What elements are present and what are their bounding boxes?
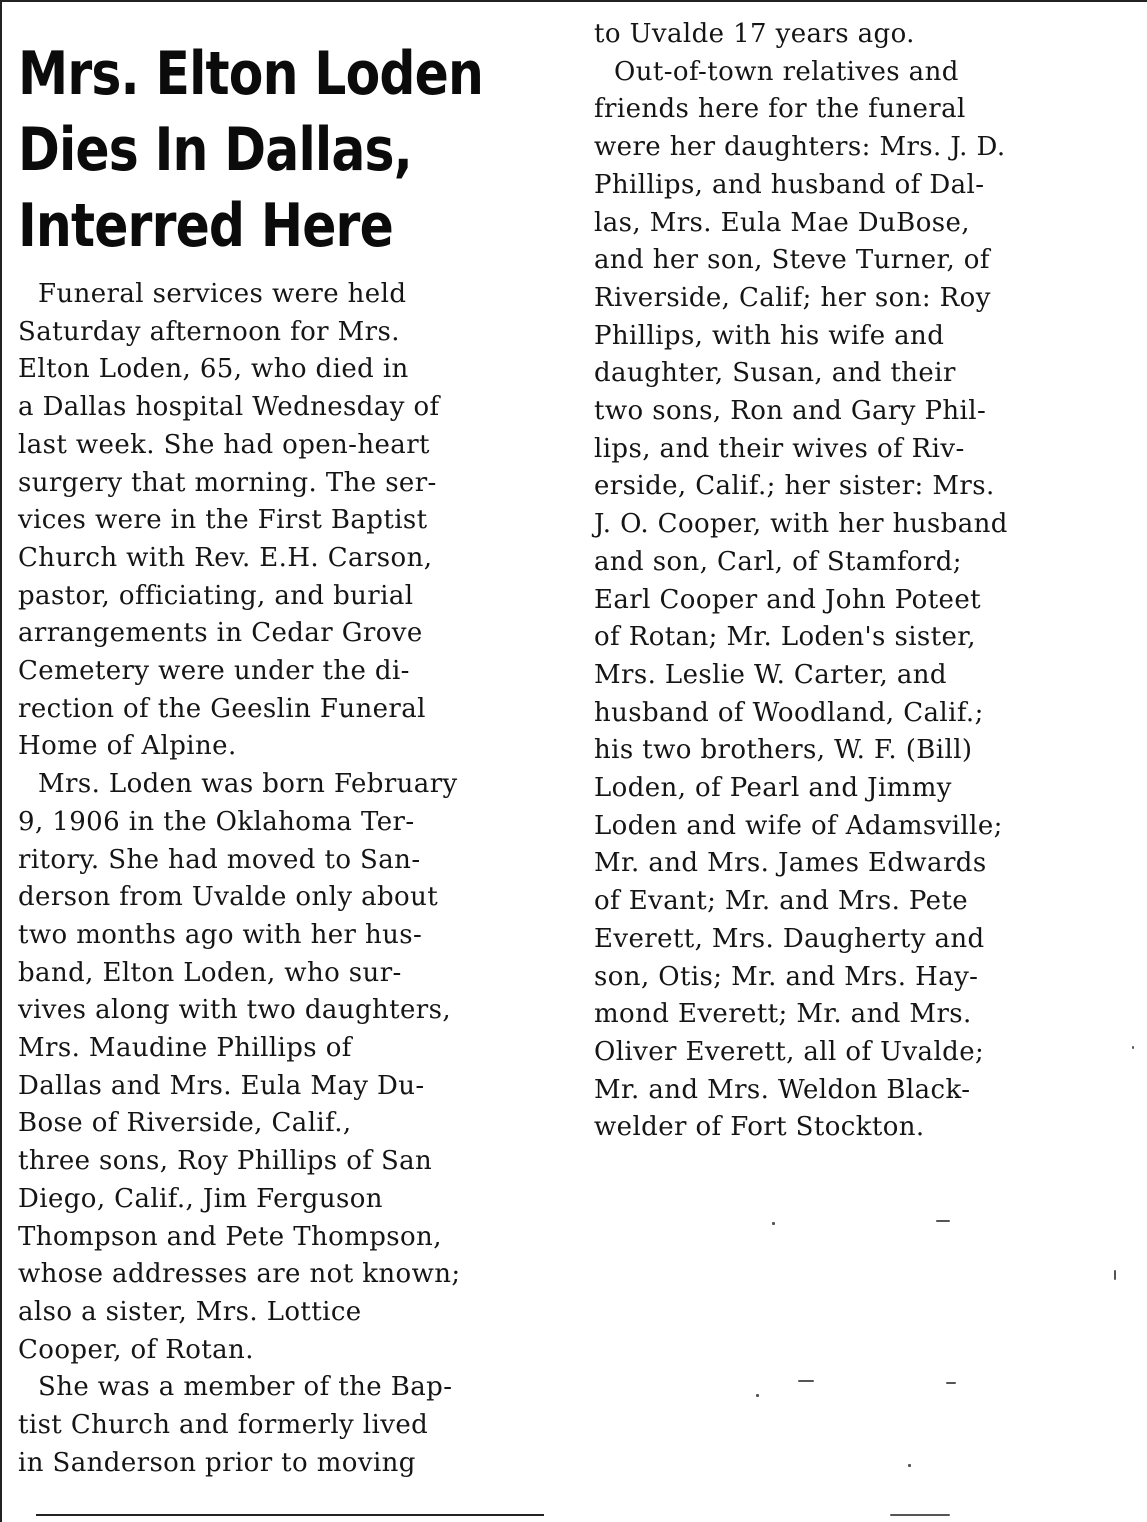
text-line: pastor, officiating, and burial	[18, 580, 414, 611]
text-line: Out-of-town relatives and	[614, 56, 959, 87]
text-line: Phillips, with his wife and	[594, 320, 945, 351]
text-line: Diego, Calif., Jim Ferguson	[18, 1183, 383, 1214]
paragraph-funeral-services	[18, 276, 580, 766]
text-line: Loden, of Pearl and Jimmy	[594, 773, 952, 804]
scan-speck	[908, 1464, 911, 1467]
paragraph-continuation	[594, 16, 1134, 54]
text-line: Church with Rev. E.H. Carson,	[18, 542, 433, 573]
text-line: Funeral services were held	[38, 279, 407, 309]
bottom-rule	[36, 1514, 544, 1516]
text-line: vives along with two daughters,	[18, 995, 452, 1026]
text-line: Elton Loden, 65, who died in	[18, 354, 409, 385]
text-line: friends here for the funeral	[594, 94, 966, 125]
text-line: 9, 1906 in the Oklahoma Ter-	[18, 806, 415, 837]
text-line: Mr. and Mrs. James Edwards	[594, 848, 987, 879]
text-line: Dallas and Mrs. Eula May Du-	[18, 1070, 425, 1101]
text-line: son, Otis; Mr. and Mrs. Hay-	[594, 961, 979, 992]
text-line: Bose of Riverside, Calif.,	[18, 1108, 352, 1139]
headline-line: Dies In Dallas,	[18, 115, 412, 185]
text-line: two sons, Ron and Gary Phil-	[594, 396, 987, 427]
article-body-left	[18, 276, 580, 1483]
text-line: Riverside, Calif; her son: Roy	[594, 282, 991, 313]
text-line: band, Elton Loden, who sur-	[18, 957, 402, 988]
text-line: Oliver Everett, all of Uvalde;	[594, 1036, 985, 1067]
text-line: and son, Carl, of Stamford;	[594, 546, 962, 577]
text-line: rection of the Geeslin Funeral	[18, 693, 426, 724]
text-line: three sons, Roy Phillips of San	[18, 1146, 433, 1177]
text-line: Thompson and Pete Thompson,	[18, 1221, 442, 1252]
text-line: tist Church and formerly lived	[18, 1410, 429, 1441]
text-line: welder of Fort Stockton.	[594, 1112, 925, 1143]
right-column	[594, 16, 1134, 1147]
text-line: in Sanderson prior to moving	[18, 1447, 416, 1478]
text-line: Mrs. Maudine Phillips of	[18, 1033, 352, 1064]
paragraph-relatives	[594, 54, 1134, 1147]
text-line: Cooper, of Rotan.	[18, 1334, 254, 1365]
text-line: derson from Uvalde only about	[18, 882, 439, 913]
text-line: daughter, Susan, and their	[594, 358, 956, 389]
text-line: to Uvalde 17 years ago.	[594, 19, 915, 49]
text-line: vices were in the First Baptist	[18, 505, 428, 536]
text-line: a Dallas hospital Wednesday of	[18, 392, 440, 423]
text-line: Home of Alpine.	[18, 731, 237, 762]
text-line: erside, Calif.; her sister: Mrs.	[594, 471, 995, 502]
text-line: Mr. and Mrs. Weldon Black-	[594, 1074, 971, 1105]
scan-speck	[756, 1394, 759, 1397]
text-line: J. O. Cooper, with her husband	[594, 509, 1008, 540]
text-line: of Evant; Mr. and Mrs. Pete	[594, 886, 969, 917]
paragraph-church-member	[18, 1369, 580, 1482]
text-line: were her daughters: Mrs. J. D.	[594, 132, 1006, 163]
text-line: of Rotan; Mr. Loden's sister,	[594, 622, 976, 653]
scan-speck	[936, 1220, 950, 1222]
scan-speck	[1132, 1046, 1134, 1049]
text-line: whose addresses are not known;	[18, 1259, 461, 1290]
article-body-right	[594, 16, 1134, 1147]
headline-line: Mrs. Elton Loden	[18, 39, 483, 109]
text-line: husband of Woodland, Calif.;	[594, 697, 984, 728]
text-line: lips, and their wives of Riv-	[594, 433, 965, 464]
left-column	[18, 36, 580, 1483]
text-line: ritory. She had moved to San-	[18, 844, 421, 875]
scan-speck	[798, 1380, 814, 1382]
text-line: Phillips, and husband of Dal-	[594, 169, 985, 200]
text-line: his two brothers, W. F. (Bill)	[594, 735, 973, 766]
headline-line: Interred Here	[18, 191, 393, 261]
text-line: las, Mrs. Eula Mae DuBose,	[594, 207, 970, 238]
text-line: arrangements in Cedar Grove	[18, 618, 423, 649]
text-line: two months ago with her hus-	[18, 919, 423, 950]
paragraph-birth-and-survivors	[18, 766, 580, 1369]
scan-speck	[1114, 1270, 1116, 1280]
text-line: Loden and wife of Adamsville;	[594, 810, 1003, 841]
text-line: Mrs. Leslie W. Carter, and	[594, 659, 947, 690]
headline	[18, 36, 556, 264]
text-line: and her son, Steve Turner, of	[594, 245, 990, 276]
text-line: Mrs. Loden was born February	[38, 769, 458, 800]
text-line: Saturday afternoon for Mrs.	[18, 316, 400, 347]
text-line: Earl Cooper and John Poteet	[594, 584, 981, 615]
text-line: She was a member of the Bap-	[38, 1372, 453, 1403]
scan-speck	[890, 1514, 950, 1516]
text-line: last week. She had open-heart	[18, 429, 430, 460]
text-line: surgery that morning. The ser-	[18, 467, 437, 498]
text-line: Cemetery were under the di-	[18, 656, 410, 687]
text-line: also a sister, Mrs. Lottice	[18, 1296, 362, 1327]
text-line: mond Everett; Mr. and Mrs.	[594, 999, 972, 1030]
scan-speck	[946, 1382, 956, 1384]
scan-speck	[772, 1222, 775, 1225]
text-line: Everett, Mrs. Daugherty and	[594, 923, 985, 954]
